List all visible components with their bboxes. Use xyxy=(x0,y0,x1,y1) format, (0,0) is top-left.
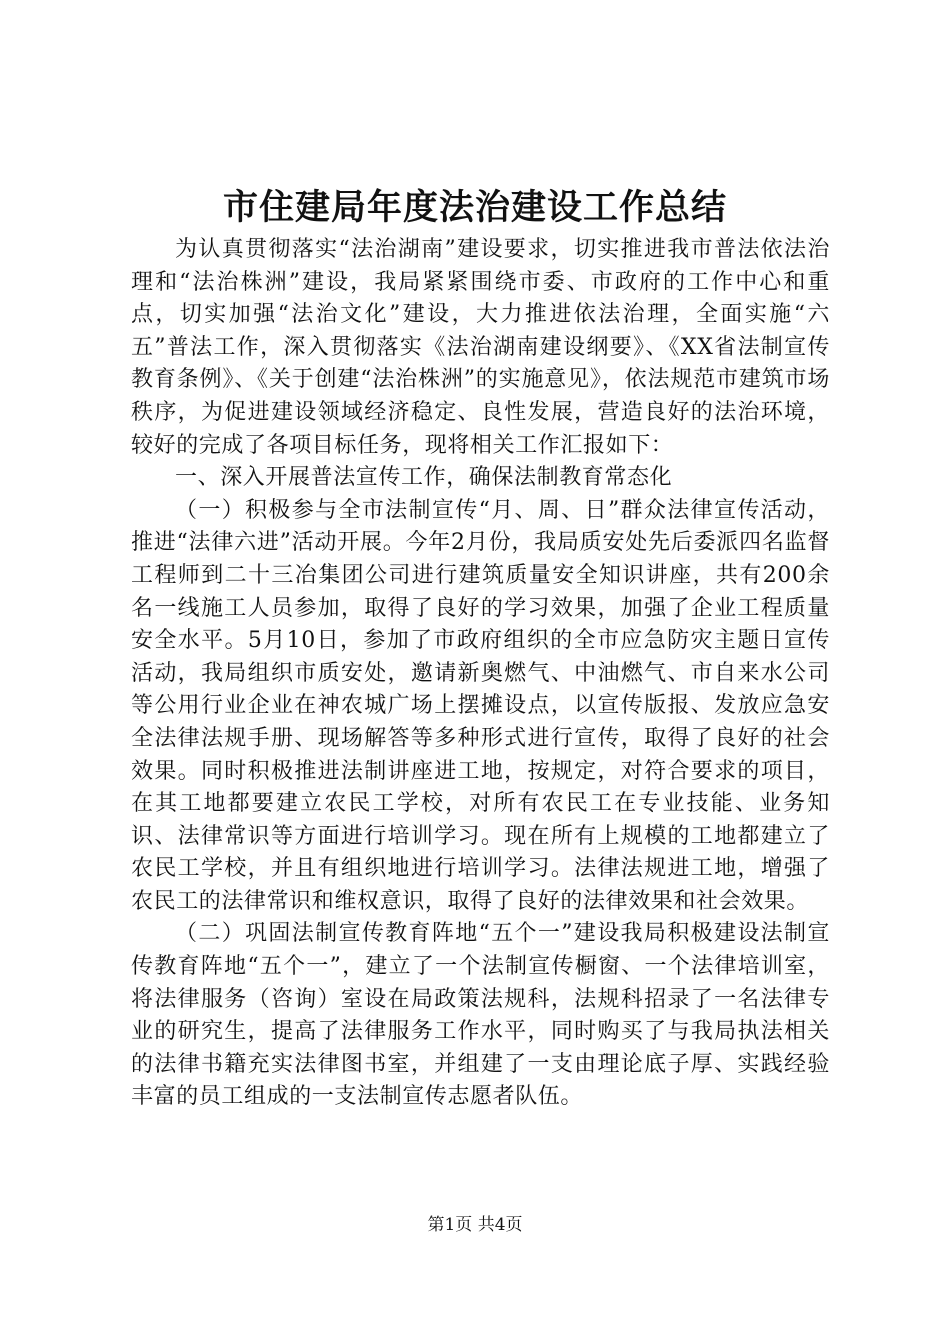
section-heading-1: 一、深入开展普法宣传工作，确保法制教育常态化 xyxy=(175,465,673,491)
subsection-paragraph-2: （二）巩固法制宣传教育阵地“五个一”建设我局积极建设法制宣传教育阵地“五个一”，建立了一个法制宣传橱窗、一个法律培训室，将法律服务（咨询）室设在局政策法规科，法规科招录了一名法律专业的研究生，提高了法律服务工作水平，同时购买了与我局执法相关的法律书籍充实法律图书室，并组建了一支由理论底子厚、实践经验丰富的员工组成的一支法制宣传志愿者队伍。 xyxy=(131,921,830,1110)
page-footer: 第1页 共4页 xyxy=(427,1215,523,1235)
document-title: 市住建局年度法治建设工作总结 xyxy=(222,187,727,228)
subsection-paragraph-1: （一）积极参与全市法制宣传“月、周、日”群众法律宣传活动，推进“法律六进”活动开展。今年2月份，我局质安处先后委派四名监督工程师到二十三冶集团公司进行建筑质量安全知识讲座，共有200余名一线施工人员参加，取得了良好的学习效果，加强了企业工程质量安全水平。5月10日，参加了市政府组织的全市应急防灾主题日宣传活动，我局组织市质安处，邀请新奥燃气、中油燃气、市自来水公司等公用行业企业在神农城广场上摆摊设点，以宣传版报、发放应急安全法律法规手册、现场解答等多种形式进行宣传，取得了良好的社会效果。同时积极推进法制讲座进工地，按规定，对符合要求的项目，在其工地都要建立农民工学校，对所有农民工在专业技能、业务知识、法律常识等方面进行培训学习。现在所有上规模的工地都建立了农民工学校，并且有组织地进行培训学习。法律法规进工地，增强了农民工的法律常识和维权意识，取得了良好的法律效果和社会效果。 xyxy=(131,497,830,914)
document-body xyxy=(131,234,830,1114)
intro-paragraph: 为认真贯彻落实“法治湖南”建设要求，切实推进我市普法依法治理和“法治株洲”建设，我局紧紧围绕市委、市政府的工作中心和重点，切实加强“法治文化”建设，大力推进依法治理，全面实施“六五”普法工作，深入贯彻落实《法治湖南建设纲要》、《XX省法制宣传教育条例》、《关于创建“法治株洲”的实施意见》，依法规范市建筑市场秩序，为促进建设领域经济稳定、良性发展，营造良好的法治环境，较好的完成了各项目标任务，现将相关工作汇报如下： xyxy=(131,237,830,458)
